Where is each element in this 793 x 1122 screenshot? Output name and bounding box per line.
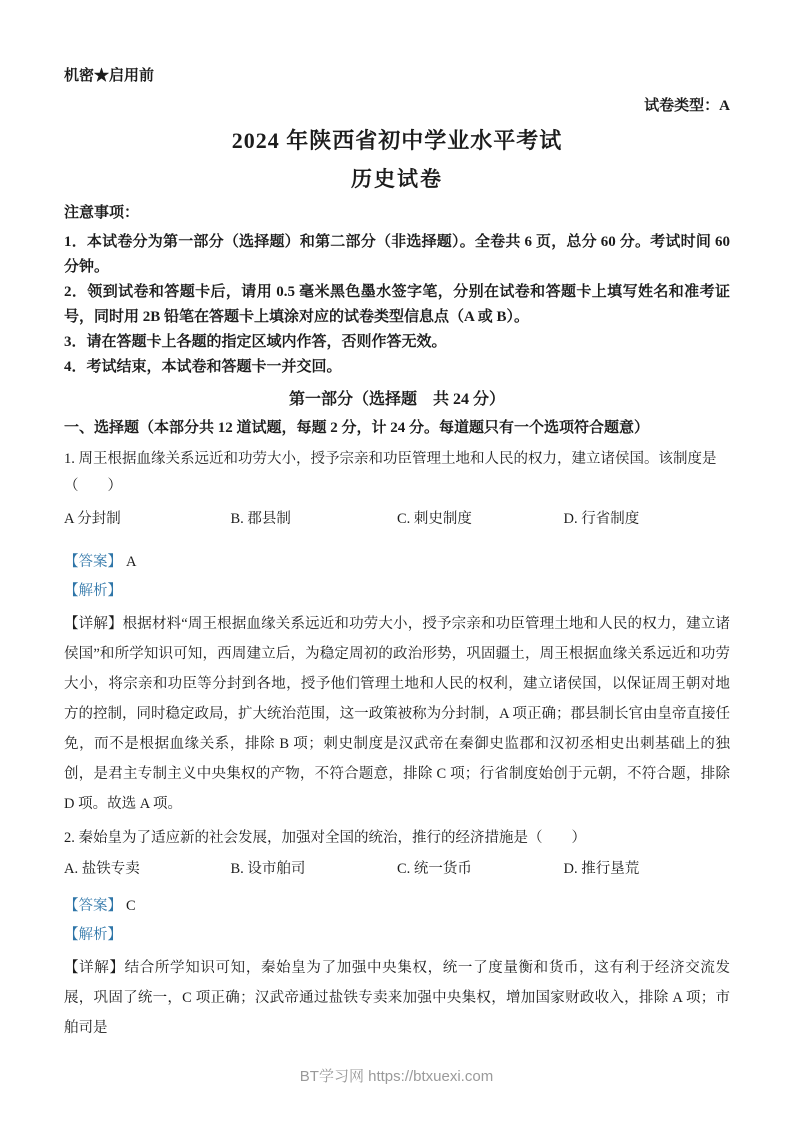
question-2-option-d: D. 推行垦荒 [563, 861, 640, 877]
question-1-option-a: A 分封制 [64, 511, 121, 527]
question-1-answer-line [64, 549, 730, 576]
answer-marker: 【答案】 [64, 554, 122, 570]
question-1-option-c: C. 刺史制度 [397, 511, 472, 527]
confidential-notice: 机密★启用前 [64, 68, 155, 84]
question-1-explanation: 【详解】根据材料“周王根据血缘关系远近和功劳大小，授予宗亲和功臣管理土地和人民的权力，建立诸侯国”和所学知识可知，西周建立后，为稳定周初的政治形势，巩固疆土，周王根据血缘关系远近和功劳大小，将宗亲和功臣等分封到各地，授予他们管理土地和人民的权利，建立诸侯国，以保证周王朝对地方的控制，同时稳定政局，扩大统治范围，这一政策被称为分封制，A 项正确；郡县制长官由皇帝直接任免，而不是根据血缘关系，排除 B 项；刺史制度是汉武帝在秦御史监郡和汉初丞相史出刺基础上的独创，是君主专制主义中央集权的产物，不符合题意，排除 C 项；行省制度始创于元朝，不符合题，排除 D 项。故选 A 项。 [64, 616, 730, 812]
question-2-explanation: 【详解】结合所学知识可知，秦始皇为了加强中央集权，统一了度量衡和货币，这有利于经济交流发展，巩固了统一，C 项正确；汉武帝通过盐铁专卖来加强中央集权，增加国家财政收入，排除 A 项；市舶司是 [64, 960, 730, 1036]
subject-title: 历史试卷 [351, 167, 443, 191]
question-2-analysis-marker: 【解析】 [64, 927, 122, 943]
question-1-option-d: D. 行省制度 [563, 511, 640, 527]
paper-type-label: 试卷类型：A [644, 98, 730, 114]
note-item-2: 2．领到试卷和答题卡后，请用 0.5 毫米黑色墨水签字笔，分别在试卷和答题卡上填写姓名和准考证号，同时用 2B 铅笔在答题卡上填涂对应的试卷类型信息点（A 或 B）。 [64, 284, 730, 325]
note-item-1: 1．本试卷分为第一部分（选择题）和第二部分（非选择题）。全卷共 6 页，总分 60 分。考试时间 60 分钟。 [64, 234, 730, 275]
question-2-options [64, 856, 730, 883]
answer-value: A [126, 554, 137, 570]
question-1-analysis-marker: 【解析】 [64, 583, 122, 599]
question-1-answer-bracket: （ ） [64, 478, 122, 494]
watermark-footer: BT学习网 https://btxuexi.com [299, 1068, 494, 1085]
question-1-stem: 1. 周王根据血缘关系远近和功劳大小，授予宗亲和功臣管理土地和人民的权力，建立诸侯国。该制度是 [64, 451, 717, 467]
question-2-option-b: B. 设市舶司 [230, 861, 306, 877]
question-1-option-b: B. 郡县制 [230, 511, 291, 527]
notes-heading: 注意事项： [64, 205, 140, 221]
question-2-option-a: A. 盐铁专卖 [64, 861, 140, 877]
answer-marker: 【答案】 [64, 898, 122, 914]
note-item-4: 4．考试结束，本试卷和答题卡一并交回。 [64, 359, 342, 375]
question-2-answer-line [64, 893, 730, 920]
answer-value: C [126, 898, 136, 914]
exam-title: 2024 年陕西省初中学业水平考试 [231, 128, 563, 153]
question-2-stem: 2. 秦始皇为了适应新的社会发展，加强对全国的统治，推行的经济措施是（ ） [64, 830, 586, 846]
note-item-3: 3．请在答题卡上各题的指定区域内作答，否则作答无效。 [64, 334, 447, 350]
question-2-option-c: C. 统一货币 [397, 861, 472, 877]
part-one-heading: 第一部分（选择题 共 24 分） [288, 391, 505, 408]
multiple-choice-directions: 一、选择题（本部分共 12 道试题，每题 2 分，计 24 分。每道题只有一个选项符合题意） [64, 420, 650, 436]
question-1-options [64, 506, 730, 533]
